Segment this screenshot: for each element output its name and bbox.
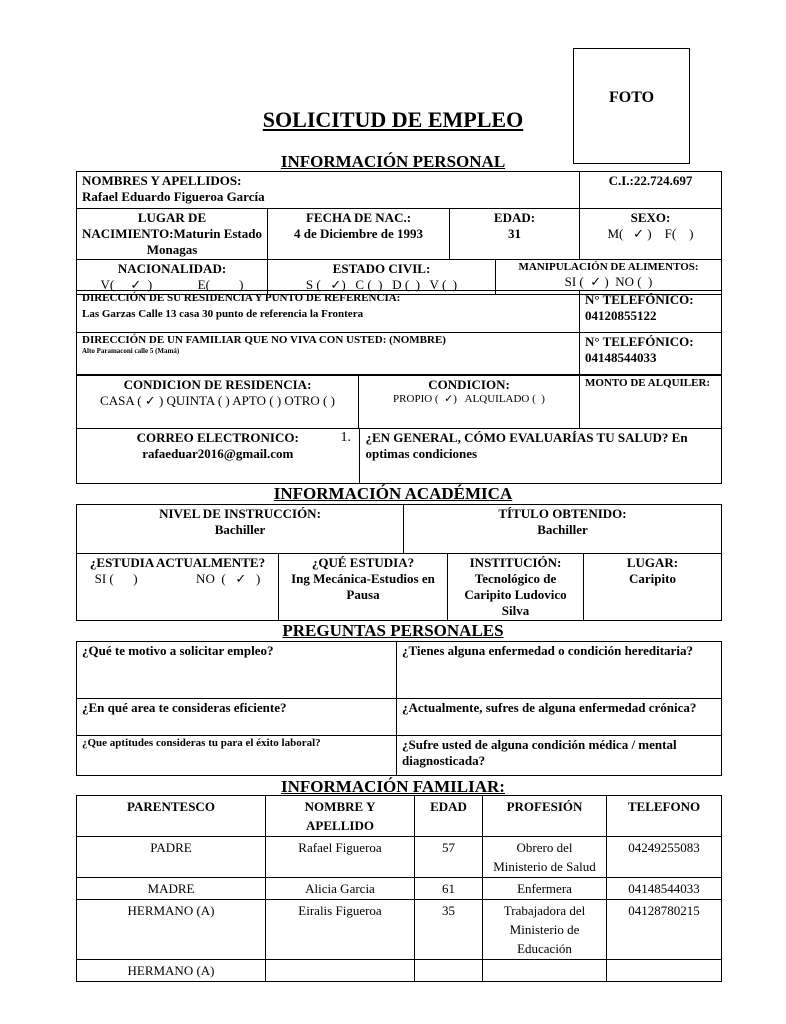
names-label: NOMBRES Y APELLIDOS: (82, 173, 242, 188)
questions-table (76, 641, 722, 776)
phone-cell (580, 291, 722, 333)
family-cell: Rafael Figueroa (266, 837, 415, 878)
family-cell (415, 960, 483, 982)
health-number: 1. (340, 430, 351, 445)
relative-label: DIRECCIÓN DE UN FAMILIAR QUE NO VIVA CON USTED: (NOMBRE) (82, 334, 446, 346)
family-table (76, 795, 722, 982)
table-row (77, 837, 722, 878)
dob-cell (268, 209, 450, 260)
level-cell (77, 505, 404, 554)
dob-label: FECHA DE NAC.: (305, 210, 412, 225)
dob-value: 4 de Diciembre de 1993 (293, 226, 424, 241)
family-cell: Obrero del Ministerio de Salud (483, 837, 607, 878)
family-cell: Enfermera (483, 878, 607, 900)
residence-cell (77, 376, 359, 429)
what-value: Ing Mecánica-Estudios en Pausa (291, 571, 435, 602)
phone2-cell (580, 333, 722, 375)
family-cell: Trabajadora del Ministerio de Educación (483, 900, 607, 960)
question-2: ¿Tienes alguna enfermedad o condición hereditaria? (397, 642, 722, 699)
relative-value: Alto Paramaconi calle 5 (Mamá) (82, 347, 180, 355)
place-label: LUGAR: (626, 555, 679, 570)
phone2-label: N° TELEFÓNICO: (585, 334, 694, 349)
age-value: 31 (508, 226, 521, 241)
family-header-parentesco: PARENTESCO (77, 796, 266, 837)
address-value: Las Garzas Calle 13 casa 30 punto de referencia la Frontera (82, 308, 364, 320)
personal-address-table (76, 290, 722, 375)
institution-cell (448, 554, 584, 621)
table-row (77, 900, 722, 960)
food-label: MANIPULACIÓN DE ALIMENTOS: (518, 261, 699, 273)
family-cell: Eiralis Figueroa (266, 900, 415, 960)
question-1: ¿Qué te motivo a solicitar empleo? (77, 642, 397, 699)
level-value: Bachiller (214, 522, 266, 537)
rent-label: MONTO DE ALQUILER: (580, 376, 722, 429)
degree-value: Bachiller (537, 522, 588, 537)
section-academic-title: INFORMACIÓN ACADÉMICA (273, 484, 513, 503)
place-value: Caripito (629, 571, 676, 586)
family-cell: 61 (415, 878, 483, 900)
personal-residence-table (76, 375, 722, 429)
personal-email-table (76, 428, 722, 484)
email-cell (77, 429, 359, 484)
health-cell (340, 429, 722, 484)
family-cell: PADRE (77, 837, 266, 878)
table-row (77, 960, 722, 982)
family-cell: MADRE (77, 878, 266, 900)
question-6: ¿Sufre usted de alguna condición médica / mental diagnosticada? (397, 736, 722, 776)
academic-study-table (76, 553, 722, 621)
studying-cell (77, 554, 279, 621)
sex-options: M( ✓ ) F( ) (607, 226, 694, 241)
residence-options: CASA ( ✓ ) QUINTA ( ) APTO ( ) OTRO ( ) (100, 393, 335, 408)
address-cell (77, 291, 580, 333)
question-4: ¿Actualmente, sufres de alguna enfermedad crónica? (397, 699, 722, 736)
studying-label: ¿ESTUDIA ACTUALMENTE? (89, 555, 266, 570)
institution-value: Tecnológico de Caripito Ludovico Silva (464, 571, 567, 618)
family-cell: 57 (415, 837, 483, 878)
ci-value: C.I.:22.724.697 (580, 172, 722, 209)
nationality-options: V( ✓ ) E( ) (100, 277, 244, 292)
family-header-profesion: PROFESIÓN (483, 796, 607, 837)
condition-label: CONDICION: (428, 377, 510, 392)
family-header-telefono: TELEFONO (607, 796, 722, 837)
family-cell (266, 960, 415, 982)
family-cell (607, 960, 722, 982)
degree-label: TÍTULO OBTENIDO: (498, 506, 627, 521)
what-label: ¿QUÉ ESTUDIA? (311, 555, 415, 570)
family-cell: Alicia Garcia (266, 878, 415, 900)
family-cell: 04148544033 (607, 878, 722, 900)
address-label: DIRECCIÓN DE SU RESIDENCIA Y PUNTO DE REFERENCIA: (82, 292, 401, 304)
sex-label: SEXO: (630, 210, 671, 225)
institution-label: INSTITUCIÓN: (469, 555, 562, 570)
names-cell (77, 172, 580, 209)
nationality-label: NACIONALIDAD: (117, 261, 227, 276)
family-cell: HERMANO (A) (77, 900, 266, 960)
sex-cell (580, 209, 722, 260)
family-cell (483, 960, 607, 982)
civil-label: ESTADO CIVIL: (332, 261, 431, 276)
phone-value: 04120855122 (585, 308, 657, 323)
birthplace-value: LUGAR DE NACIMIENTO:Maturin Estado Monagas (77, 209, 268, 260)
degree-cell (404, 505, 722, 554)
personal-name-table (76, 171, 722, 209)
health-question: ¿EN GENERAL, CÓMO EVALUARÍAS TU SALUD? En optimas condiciones (359, 429, 717, 483)
table-row (77, 878, 722, 900)
studying-options: SI ( ) NO ( ✓ ) (94, 571, 261, 586)
age-cell (450, 209, 580, 260)
section-family-title: INFORMACIÓN FAMILIAR: (281, 777, 505, 796)
relative-cell (77, 333, 580, 375)
page-title: SOLICITUD DE EMPLEO (262, 107, 524, 132)
family-cell: 04128780215 (607, 900, 722, 960)
email-label: CORREO ELECTRONICO: (136, 430, 299, 445)
what-cell (279, 554, 448, 621)
residence-label: CONDICION DE RESIDENCIA: (123, 377, 312, 392)
family-header-nombre: NOMBRE Y APELLIDO (266, 796, 415, 837)
question-3: ¿En qué area te consideras eficiente? (77, 699, 397, 736)
level-label: NIVEL DE INSTRUCCIÓN: (159, 506, 321, 521)
family-cell: 35 (415, 900, 483, 960)
question-5: ¿Que aptitudes consideras tu para el éxito laboral? (77, 736, 397, 776)
food-options: SI ( ✓ ) NO ( ) (564, 274, 653, 289)
email-value: rafaeduar2016@gmail.com (142, 446, 294, 461)
phone2-value: 04148544033 (585, 350, 657, 365)
family-header-edad: EDAD (415, 796, 483, 837)
academic-level-table (76, 504, 722, 554)
family-cell: 04249255083 (607, 837, 722, 878)
condition-cell (359, 376, 580, 429)
section-questions-title: PREGUNTAS PERSONALES (282, 621, 504, 640)
section-personal-title: INFORMACIÓN PERSONAL (280, 152, 506, 171)
phone-label: N° TELEFÓNICO: (585, 292, 694, 307)
age-label: EDAD: (493, 210, 536, 225)
place-cell (584, 554, 722, 621)
photo-box (573, 48, 690, 164)
photo-label: FOTO (608, 89, 655, 106)
family-cell: HERMANO (A) (77, 960, 266, 982)
condition-options: PROPIO ( ✓) ALQUILADO ( ) (393, 393, 545, 405)
personal-birth-table (76, 208, 722, 260)
names-value: Rafael Eduardo Figueroa García (82, 189, 265, 204)
civil-options: S ( ✓) C ( ) D ( ) V ( ) (305, 277, 458, 292)
